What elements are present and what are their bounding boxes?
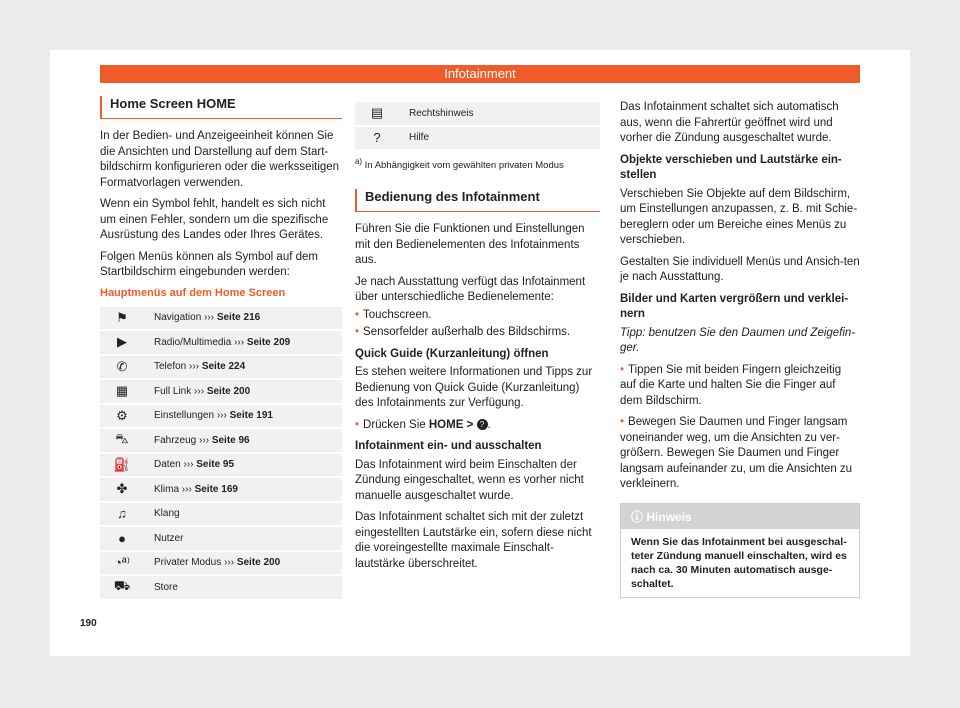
footnote-text: In Abhängigkeit vom gewählten privaten Modus (364, 160, 564, 172)
arrow-icon: ››› (183, 459, 194, 471)
menu-row: ♫ Klang (100, 503, 342, 526)
fan-icon: ✤ (116, 481, 128, 497)
subheading-quick-guide: Quick Guide (Kurzanleitung) öffnen (355, 347, 549, 360)
bullet-icon: • (620, 416, 625, 428)
help-icon: ? (373, 130, 381, 146)
note-header: ⓘ Hinweis (621, 504, 859, 529)
column-left (100, 96, 342, 601)
phone-icon: ✆ (116, 358, 128, 374)
list-item: • Touchscreen. (355, 308, 432, 321)
user-icon: ● (118, 530, 126, 546)
bullet-icon: • (355, 418, 360, 431)
gear-icon: ⚙ (116, 407, 128, 423)
list-item: • Tippen Sie mit beiden Fingern gleichzeitig auf die Karte und halten Sie die Finger auf dem Bildschirm. (620, 363, 842, 407)
car-icon: ⛍ (115, 431, 129, 447)
menu-row: ◔ª⁾ Privater Modus ››› Seite 200 (100, 552, 342, 575)
paragraph: Wenn ein Symbol fehlt, handelt es sich nicht um einen Fehler, sondern um die spezifische Ausrüstung des Landes oder Ihres Gerätes. (100, 198, 329, 241)
menu-row: ✆ Telefon ››› Seite 224 (100, 356, 342, 379)
menu-row: ✤ Klima ››› Seite 169 (100, 478, 342, 501)
document-icon: ▤ (370, 105, 384, 121)
paragraph: Folgen Menüs können als Symbol auf dem Startbildschirm eingebunden werden: (100, 250, 318, 278)
column-middle (355, 100, 600, 578)
arrow-icon: ››› (234, 336, 245, 348)
full-link-icon: ▦ (115, 383, 129, 399)
help-icon: ? (477, 419, 488, 430)
heading-home-screen: Home Screen HOME (100, 96, 342, 119)
subheading-move-objects: Objekte verschieben und Lautstärke ein-stellen (620, 153, 842, 181)
private-mode-icon: ◔ª⁾ (114, 554, 130, 570)
paragraph: Verschieben Sie Objekte auf dem Bildschirm, um Einstellungen anzupassen, z. B. mit Schie-bereglern oder um Bereiche eines Menüs zu verschieben. (620, 187, 858, 246)
heading-bedienung: Bedienung des Infotainment (355, 189, 600, 212)
arrow-icon: ››› (194, 385, 205, 397)
fuel-icon: ⛽ (113, 456, 131, 472)
paragraph: In der Bedien- und Anzeigeeinheit können Sie die Ansichten und Darstellung auf dem Start-bildschirm konfigurieren oder die werksseitigen Formatvorlagen verwenden. (100, 130, 340, 189)
paragraph: Das Infotainment wird beim Einschalten der Zündung eingeschaltet, wenn es vorher nicht manuelle ausgeschaltet wurde. (355, 458, 584, 502)
subheading-zoom: Bilder und Karten vergrößern und verklei-nern (620, 292, 849, 320)
menu-row: ⛟ Store (100, 576, 342, 599)
arrow-icon: ››› (204, 312, 215, 324)
note-box (620, 503, 860, 598)
arrow-icon: ››› (189, 361, 200, 373)
paragraph: Das Infotainment schaltet sich automatisch aus, wenn die Fahrertür geöffnet wird und vorher die Zündung ausgeschaltet wurde. (620, 101, 839, 144)
menu-row: ● Nutzer (100, 527, 342, 550)
note-text: Wenn Sie das Infotainment bei ausgeschal-teter Zündung manuell einschalten, wird es nach ca. 30 Minuten automatisch ausge-schaltet. (631, 535, 847, 590)
menu-row: ⛽ Daten ››› Seite 95 (100, 454, 342, 477)
bullet-icon: • (620, 363, 625, 376)
menu-heading: Hauptmenüs auf dem Home Screen (100, 286, 286, 299)
menu-row: ⚙ Einstellungen ››› Seite 191 (100, 405, 342, 428)
info-icon: ⓘ (631, 509, 644, 524)
paragraph: Gestalten Sie individuell Menüs und Ansich-ten je nach Ausstattung. (620, 255, 860, 283)
menu-table (100, 305, 342, 601)
paragraph: Je nach Ausstattung verfügt das Infotainment über unterschiedliche Bedienelemente: (355, 275, 586, 304)
arrow-icon: ››› (199, 434, 210, 446)
extra-table (355, 100, 600, 151)
manual-page (50, 50, 910, 656)
menu-row: ▦ Full Link ››› Seite 200 (100, 380, 342, 403)
list-item: • Bewegen Sie Daumen und Finger langsam voneinander weg, um die Ansichten zu ver-größern. Bewegen Sie Daumen und Finger langsam aufeinander zu, um die Ansichten zu verkleinern. (620, 416, 853, 490)
arrow-icon: ››› (216, 410, 227, 422)
table-row: ▤ Rechtshinweis (355, 102, 600, 125)
play-icon: ▶ (117, 334, 127, 350)
bullet-icon: • (355, 308, 360, 321)
arrow-icon: ››› (181, 483, 192, 495)
column-right (620, 100, 860, 598)
paragraph: Führen Sie die Funktionen und Einstellungen mit den Bedienelementen des Infotainments aus. (355, 223, 585, 267)
footnote (355, 157, 600, 171)
arrow-icon: ››› (224, 557, 235, 569)
menu-row: ⛍ Fahrzeug ››› Seite 96 (100, 429, 342, 452)
paragraph: Es stehen weitere Informationen und Tipps zur Bedienung von Quick Guide (Kurzanleitung) des Infotainments zur Verfügung. (355, 366, 593, 410)
menu-row: ▶ Radio/Multimedia ››› Seite 209 (100, 331, 342, 354)
sound-icon: ♫ (117, 506, 127, 522)
table-row: ? Hilfe (355, 127, 600, 150)
paragraph: Das Infotainment schaltet sich mit der zuletzt eingestellten Lautstärke ein, sofern diese nicht die voreingestellte maximale Einschalt-lautstärke überschreitet. (355, 511, 592, 570)
menu-row: ⚑ Navigation ››› Seite 216 (100, 307, 342, 330)
tip: Tipp: benutzen Sie den Daumen und Zeigefin-ger. (620, 326, 856, 354)
bullet-icon: • (355, 326, 360, 339)
flag-icon: ⚑ (116, 309, 128, 325)
cart-icon: ⛟ (113, 578, 131, 594)
footnote-mark: a) (355, 157, 363, 166)
list-item: • Sensorfelder außerhalb des Bildschirms. (355, 326, 571, 339)
page-number: 190 (80, 618, 97, 629)
section-banner: Infotainment (100, 65, 860, 83)
list-item: • Drücken Sie HOME > ? . (355, 418, 491, 431)
subheading-on-off: Infotainment ein- und ausschalten (355, 440, 542, 453)
